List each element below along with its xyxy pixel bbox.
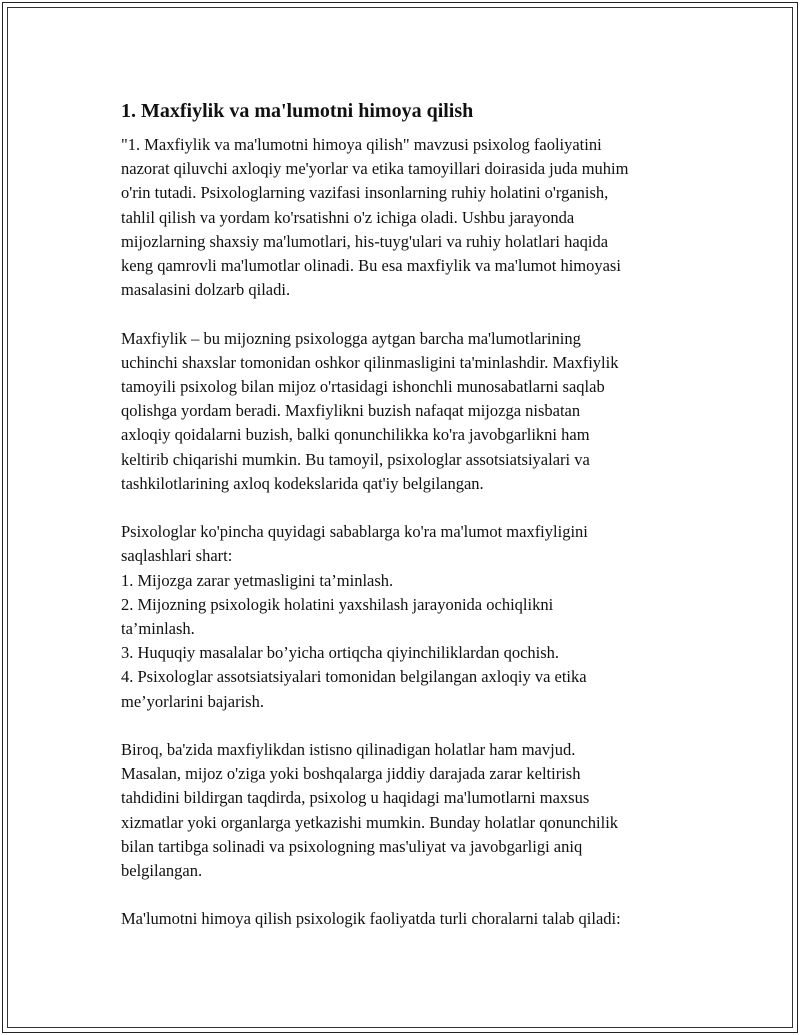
text-line: saqlashlari shart: <box>121 546 233 566</box>
text-line: Maxfiylik – bu mijozning psixologga aytgan barcha ma'lumotlarining <box>121 328 581 348</box>
text-line: qolishga yordam beradi. Maxfiylikni buzish nafaqat mijozga nisbatan <box>121 401 581 421</box>
text-line: o'rin tutadi. Psixologlarning vazifasi insonlarning ruhiy holatini o'rganish, <box>121 183 609 203</box>
text-line: tamoyili psixolog bilan mijoz o'rtasidagi ishonchli munosabatlarni saqlab <box>121 377 605 397</box>
text-line: Ma'lumotni himoya qilish psixologik faoliyatda turli choralarni talab qiladi: <box>121 909 621 929</box>
list-item: 3. Huquqiy masalalar bo’yicha ortiqcha qiyinchiliklardan qochish. <box>121 643 560 663</box>
text-line: nazorat qiluvchi axloqiy me'yorlar va etika tamoyillari doirasida juda muhim <box>121 159 629 179</box>
text-line: tahdidini bildirgan taqdirda, psixolog u haqidagi ma'lumotlarni maxsus <box>121 788 590 808</box>
document-body <box>121 99 711 956</box>
document-page <box>2 2 798 1033</box>
text-line: axloqiy qoidalarni buzish, balki qonunchilikka ko'ra javobgarlikni ham <box>121 425 590 445</box>
text-line: "1. Maxfiylik va ma'lumotni himoya qilish" mavzusi psixolog faoliyatini <box>121 135 602 154</box>
paragraph-intro <box>121 133 711 302</box>
paragraph-reasons-list <box>121 520 711 714</box>
text-line: keng qamrovli ma'lumotlar olinadi. Bu esa maxfiylik va ma'lumot himoyasi <box>121 256 621 276</box>
section-heading: 1. Maxfiylik va ma'lumotni himoya qilish <box>121 100 474 122</box>
text-line: bilan tartibga solinadi va psixologning mas'uliyat va javobgarligi aniq <box>121 836 583 856</box>
list-item: 1. Mijozga zarar yetmasligini ta’minlash. <box>121 570 394 590</box>
text-line: xizmatlar yoki organlarga yetkazishi mumkin. Bunday holatlar qonunchilik <box>121 812 619 832</box>
list-item: 2. Mijozning psixologik holatini yaxshilash jarayonida ochiqlikni <box>121 594 554 614</box>
text-line: Psixologlar ko'pincha quyidagi sabablarga ko'ra ma'lumot maxfiyligini <box>121 522 588 542</box>
list-item-continuation: me’yorlarini bajarish. <box>121 691 264 711</box>
paragraph-protection-measures <box>121 907 711 931</box>
paragraph-confidentiality-definition <box>121 327 711 496</box>
text-line: mijozlarning shaxsiy ma'lumotlari, his-tuyg'ulari va ruhiy holatlari haqida <box>121 231 609 251</box>
text-line: Masalan, mijoz o'ziga yoki boshqalarga jiddiy darajada zarar keltirish <box>121 764 581 784</box>
list-item-continuation: ta’minlash. <box>121 619 195 639</box>
text-line: tashkilotlarining axloq kodekslarida qat'iy belgilangan. <box>121 473 484 493</box>
text-line: masalasini dolzarb qiladi. <box>121 280 291 300</box>
list-item: 4. Psixologlar assotsiatsiyalari tomonidan belgilangan axloqiy va etika <box>121 667 587 687</box>
paragraph-exceptions <box>121 738 711 883</box>
text-line: Biroq, ba'zida maxfiylikdan istisno qilinadigan holatlar ham mavjud. <box>121 740 576 760</box>
text-line: keltirib chiqarishi mumkin. Bu tamoyil, psixologlar assotsiatsiyalari va <box>121 449 590 469</box>
text-line: belgilangan. <box>121 861 203 881</box>
text-line: uchinchi shaxslar tomonidan oshkor qilinmasligini ta'minlashdir. Maxfiylik <box>121 352 619 372</box>
text-line: tahlil qilish va yordam ko'rsatishni o'z ichiga oladi. Ushbu jarayonda <box>121 207 575 227</box>
